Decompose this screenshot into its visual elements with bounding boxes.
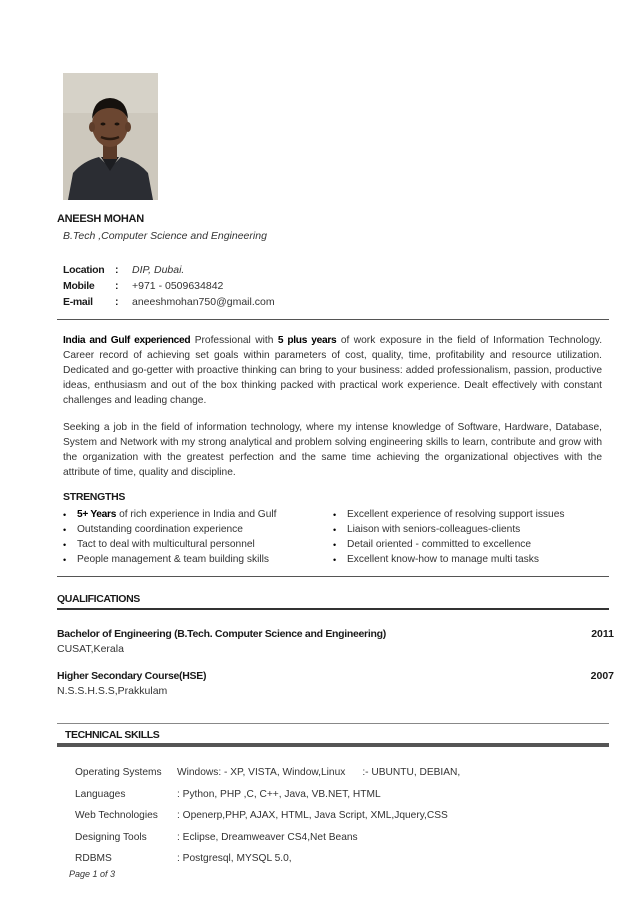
- candidate-degree: B.Tech ,Computer Science and Engineering: [63, 230, 267, 242]
- section-underline: [57, 743, 609, 747]
- strength-highlight: 5+ Years: [77, 509, 117, 520]
- contact-label: E-mail: [63, 296, 93, 308]
- bullet-icon: •: [333, 554, 337, 565]
- strength-text: Liaison with seniors-colleagues-clients: [347, 524, 521, 535]
- list-item: [63, 522, 277, 537]
- qualifications-title: QUALIFICATIONS: [57, 593, 140, 605]
- bullet-icon: •: [63, 554, 67, 565]
- divider: [57, 576, 609, 577]
- contact-label: Location: [63, 264, 105, 276]
- strength-text: Excellent know-how to manage multi tasks: [347, 554, 539, 565]
- person-portrait-image: [63, 73, 158, 200]
- bullet-icon: •: [333, 524, 337, 535]
- skill-value: : Eclipse, Dreamweaver CS4,Net Beans: [177, 831, 358, 843]
- skill-value: : Openerp,PHP, AJAX, HTML, Java Script, XML,Jquery,CSS: [177, 810, 448, 822]
- strength-text: People management & team building skills: [77, 554, 269, 565]
- contact-label: Mobile: [63, 280, 95, 292]
- bullet-icon: •: [333, 539, 337, 550]
- contact-colon: :: [115, 296, 119, 308]
- technical-skills-title: TECHNICAL SKILLS: [65, 729, 160, 741]
- qualification-institution: N.S.S.H.S.S,Prakkulam: [57, 685, 168, 697]
- summary-highlight: India and Gulf experienced: [63, 335, 191, 346]
- summary-text: of work exposure in the field of Information Technology. Career record of achieving set goals within parameters of cost, quality, time, profitability and resource utilization. Dedicated and go-getter with proactive thinking can bring to your business: added professionalism, passion, productive ideas, enthusiasm and out of the box thinking packed with practical work experience. Dealt effectively with constant challenges and leading change.: [63, 335, 603, 406]
- section-underline: [57, 608, 609, 610]
- skill-row: [75, 805, 460, 827]
- qualification-year: 2011: [591, 628, 614, 640]
- skill-category: Designing Tools: [75, 831, 147, 843]
- qualification-year: 2007: [590, 670, 614, 682]
- summary-highlight: 5 plus years: [277, 335, 337, 346]
- strength-text: Tact to deal with multicultural personnel: [77, 539, 255, 550]
- summary-paragraph: Seeking a job in the field of information technology, where my intense knowledge of Software, Hardware, Database, System and Network with my strong analytical and problem solving engineering skills to learn, contribute and grow with the organization with the greatest perfection and the same time achieving the organizational objectives with the attribute of time, quality and discipline.: [63, 422, 602, 478]
- strengths-list-right: [333, 507, 564, 567]
- technical-skills-table: [75, 762, 460, 870]
- profile-photo: [63, 73, 158, 200]
- list-item: [333, 552, 564, 567]
- contact-row-email: [63, 294, 275, 310]
- contact-colon: :: [115, 264, 119, 276]
- skill-row: [75, 784, 460, 806]
- list-item: [333, 522, 564, 537]
- skill-value: : Postgresql, MYSQL 5.0,: [177, 853, 292, 865]
- strength-text: Detail oriented - committed to excellence: [347, 539, 532, 550]
- skill-row: [75, 762, 460, 784]
- skill-category: RDBMS: [75, 853, 112, 865]
- skill-value: Windows: - XP, VISTA, Window,Linux :- UBUNTU, DEBIAN,: [177, 767, 461, 779]
- contact-colon: :: [115, 280, 119, 292]
- strengths-list-left: [63, 507, 277, 567]
- candidate-name: ANEESH MOHAN: [57, 213, 144, 225]
- strength-text: Excellent experience of resolving support issues: [347, 509, 565, 520]
- contact-row-mobile: [63, 278, 275, 294]
- contact-value: DIP, Dubai.: [132, 264, 185, 276]
- skill-row: [75, 848, 460, 870]
- strengths-title: STRENGTHS: [63, 491, 126, 503]
- contact-value: aneeshmohan750@gmail.com: [132, 296, 275, 308]
- bullet-icon: •: [333, 509, 337, 520]
- list-item: [63, 537, 277, 552]
- skill-category: Operating Systems: [75, 767, 162, 779]
- skill-value: : Python, PHP ,C, C++, Java, VB.NET, HTML: [177, 788, 381, 800]
- strength-text: Outstanding coordination experience: [77, 524, 243, 535]
- divider: [57, 319, 609, 320]
- bullet-icon: •: [63, 509, 67, 520]
- page-number: Page 1 of 3: [69, 869, 116, 879]
- list-item: [63, 552, 277, 567]
- professional-summary: [63, 333, 602, 492]
- list-item: [63, 507, 277, 522]
- list-item: [333, 537, 564, 552]
- skill-category: Web Technologies: [75, 810, 158, 822]
- bullet-icon: •: [63, 524, 67, 535]
- summary-text: Professional with: [190, 335, 278, 346]
- skill-row: [75, 827, 460, 849]
- qualification-degree: Bachelor of Engineering (B.Tech. Computer Science and Engineering): [57, 628, 386, 640]
- contact-value: +971 - 0509634842: [132, 280, 224, 292]
- bullet-icon: •: [63, 539, 67, 550]
- contact-block: [63, 262, 275, 310]
- list-item: [333, 507, 564, 522]
- strength-text: of rich experience in India and Gulf: [119, 509, 277, 520]
- qualification-degree: Higher Secondary Course(HSE): [57, 670, 207, 682]
- summary-paragraph: [63, 333, 602, 408]
- skill-category: Languages: [75, 788, 126, 800]
- qualification-institution: CUSAT,Kerala: [57, 643, 124, 655]
- contact-row-location: [63, 262, 275, 278]
